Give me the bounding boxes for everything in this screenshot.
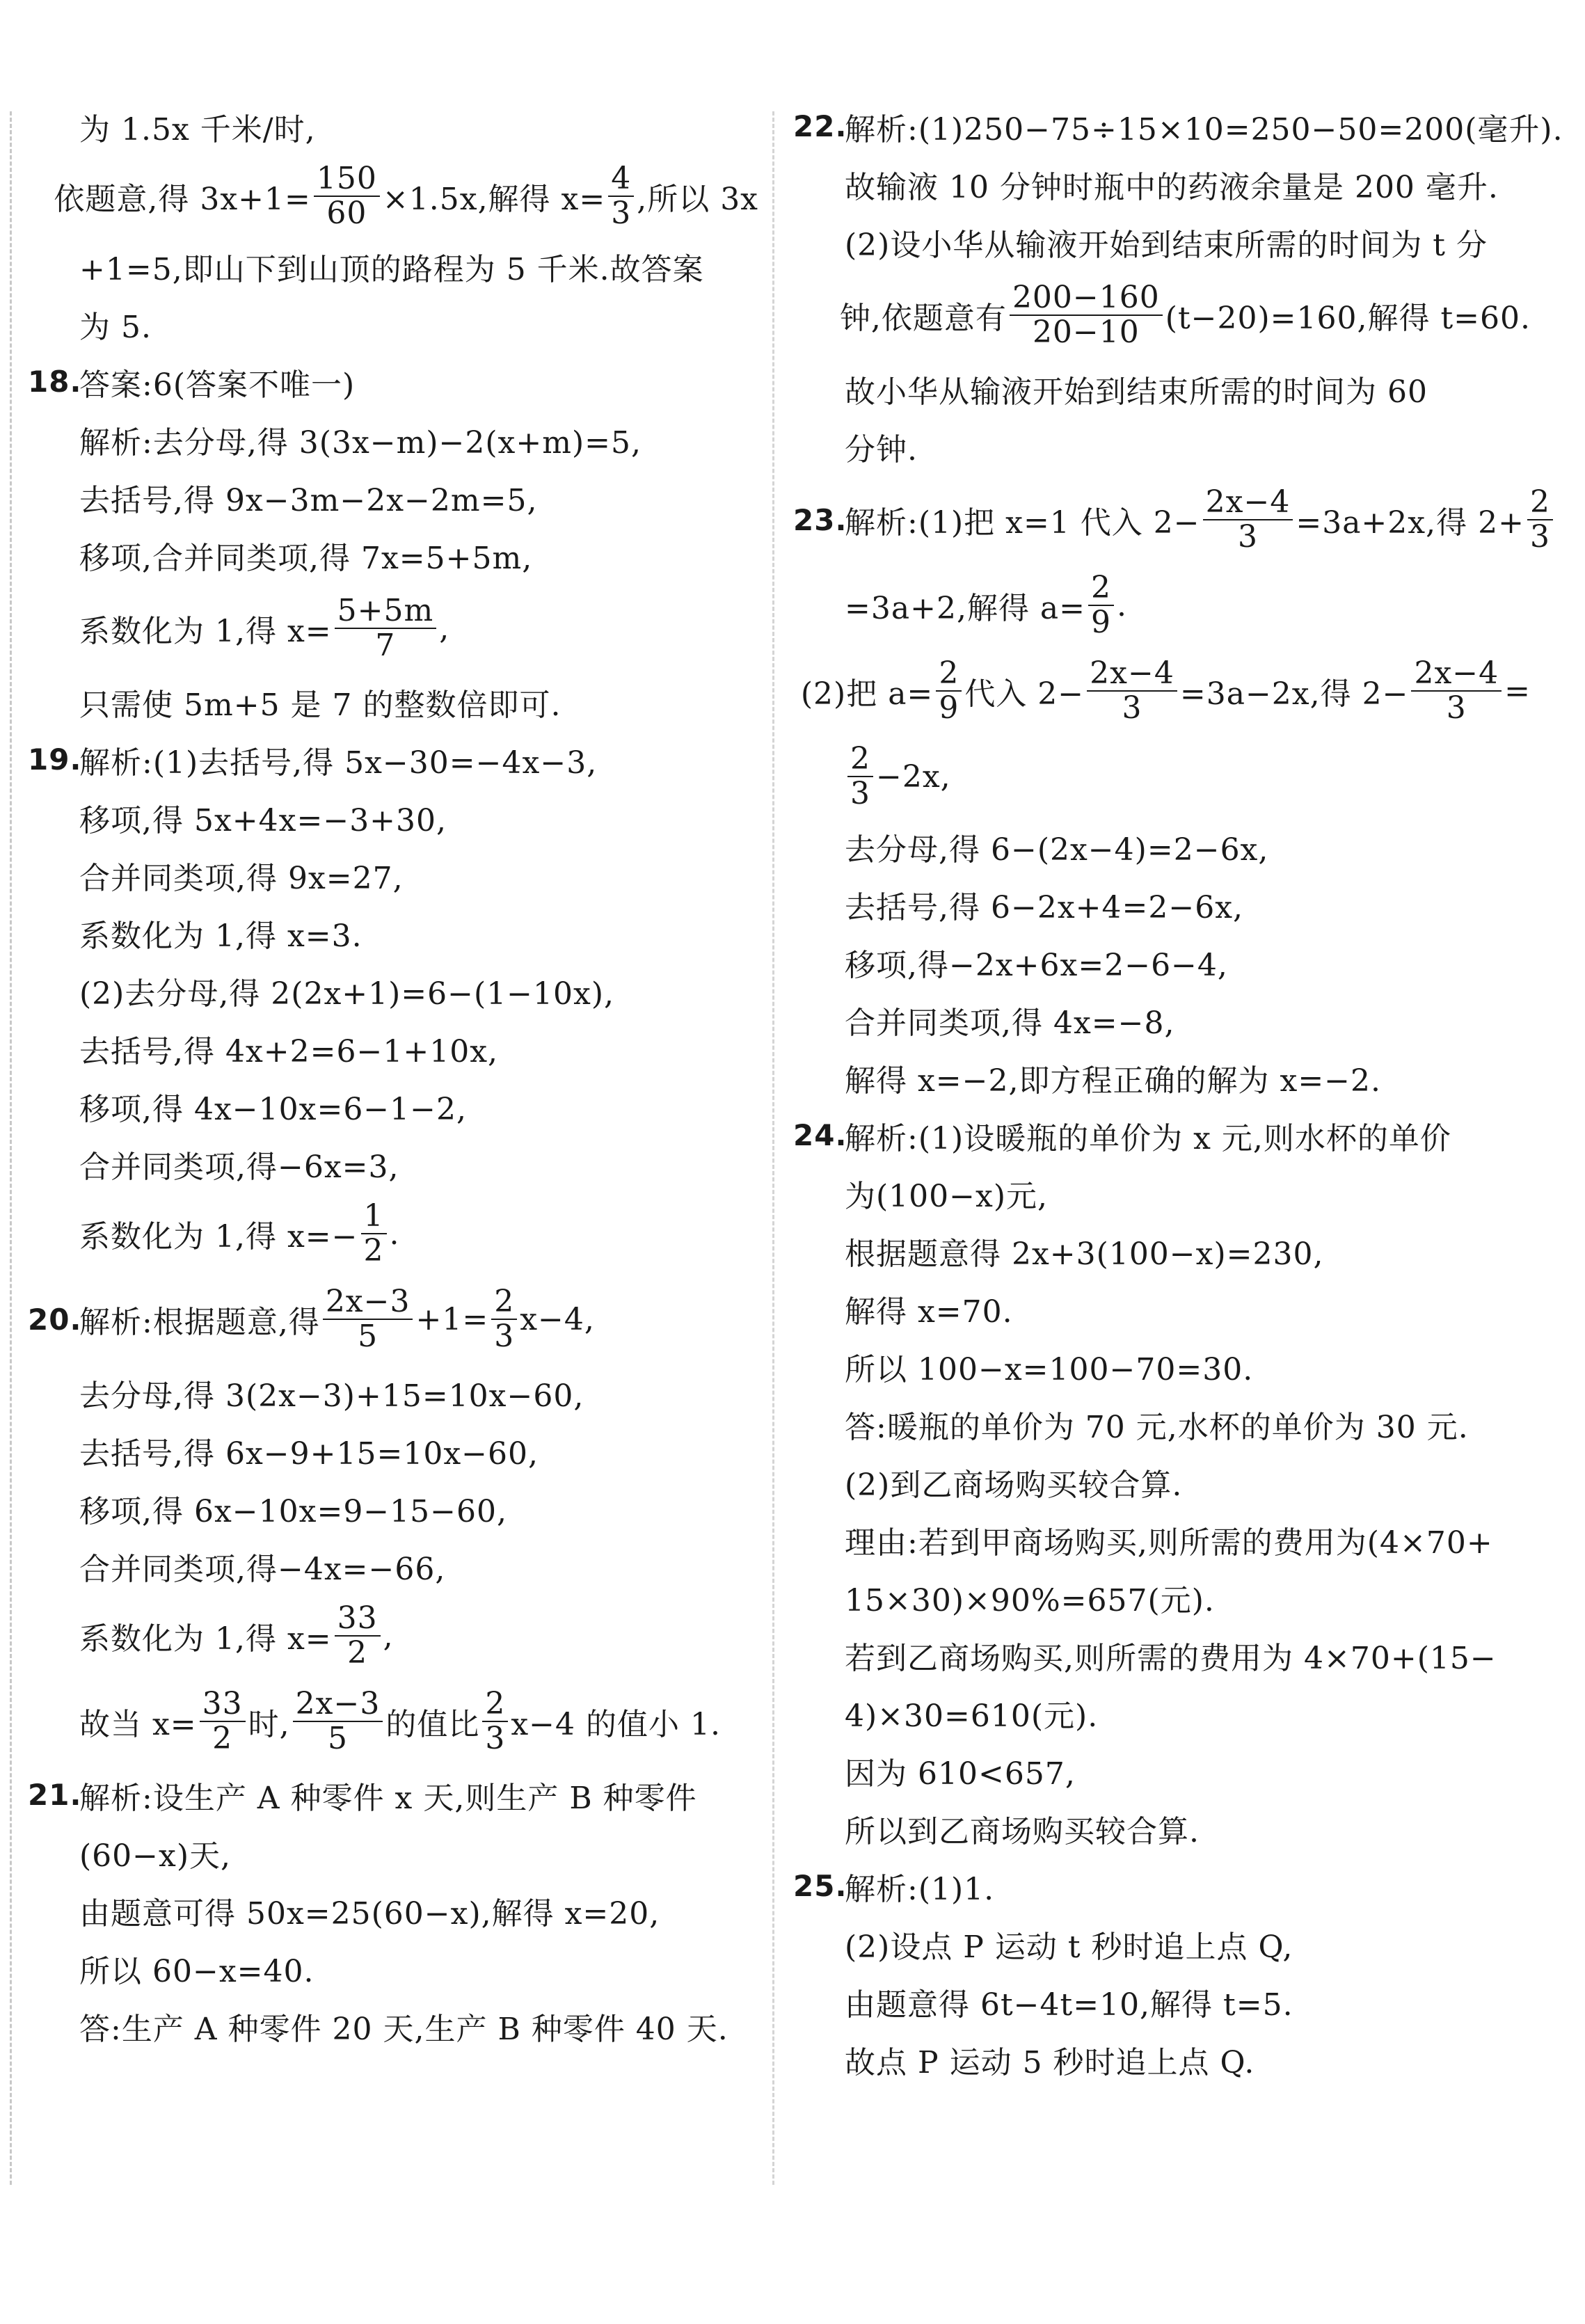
text-segment: (2)把 a=	[800, 676, 934, 712]
numerator: 2x−4	[1411, 657, 1502, 692]
text-line	[28, 1997, 758, 2055]
fraction	[314, 162, 380, 230]
line-text: 移项,得 6x−10x=9−15−60,	[79, 1493, 508, 1529]
fraction	[1203, 486, 1293, 553]
text-line	[28, 731, 758, 788]
text-line	[793, 1684, 1531, 1742]
question-number: 23.	[793, 502, 847, 537]
text-line	[793, 991, 1531, 1049]
numerator: 1	[361, 1200, 387, 1234]
denominator: 3	[1529, 519, 1550, 555]
line-text: 移项,得 5x+4x=−3+30,	[79, 802, 447, 838]
line-text: 解得 x=70.	[845, 1294, 1013, 1330]
text-segment: ,	[383, 1618, 394, 1654]
fraction	[335, 1602, 381, 1669]
line-text: 去括号,得 6−2x+4=2−6x,	[845, 889, 1244, 925]
numerator: 2	[847, 742, 873, 777]
fraction	[1411, 657, 1502, 724]
line-text: 由题意得 6t−4t=10,解得 t=5.	[845, 1987, 1293, 2023]
line-text: (2)到乙商场购买较合算.	[845, 1467, 1183, 1503]
line-text: 由题意可得 50x=25(60−x),解得 x=20,	[79, 1895, 660, 1932]
text-line	[28, 526, 758, 584]
line-text: 移项,得 4x−10x=6−1−2,	[79, 1091, 468, 1127]
numerator: 4	[608, 162, 634, 197]
fraction	[323, 1285, 413, 1353]
text-line	[793, 2030, 1531, 2088]
text-segment: ,	[439, 610, 450, 646]
question-number: 21.	[28, 1778, 82, 1812]
text-line	[793, 1626, 1531, 1684]
denominator: 3	[1446, 690, 1467, 726]
line-text: 解得 x=−2,即方程正确的解为 x=−2.	[845, 1062, 1382, 1099]
text-line	[28, 237, 758, 295]
line-text: 为(100−x)元,	[845, 1178, 1048, 1214]
line-text: 理由:若到甲商场购买,则所需的费用为(4×70+	[845, 1525, 1493, 1561]
question-number: 19.	[28, 742, 82, 777]
denominator: 60	[326, 196, 367, 231]
fraction	[335, 594, 437, 662]
text-line	[793, 155, 1531, 213]
denominator: 2	[363, 1233, 384, 1268]
denominator: 7	[375, 628, 396, 663]
text-line	[793, 1568, 1531, 1626]
text-line	[793, 97, 1563, 155]
text-line	[793, 1742, 1531, 1799]
text-segment: ,所以 3x	[637, 182, 758, 217]
text-line	[793, 1453, 1531, 1511]
line-text: 所以 60−x=40.	[79, 1953, 314, 1989]
text-line	[28, 1422, 758, 1479]
text-line	[793, 475, 1550, 564]
line-text: 因为 610<657,	[845, 1756, 1076, 1792]
numerator: 2x−3	[293, 1687, 383, 1722]
text-line	[793, 564, 1531, 646]
line-text: 解析:去分母,得 3(3x−m)−2(x+m)=5,	[79, 424, 642, 461]
text-segment: 系数化为 1,得 x=−	[79, 1219, 358, 1255]
text-line	[28, 904, 758, 962]
line-text: (2)去分母,得 2(2x+1)=6−(1−10x),	[79, 976, 615, 1012]
text-line	[28, 1135, 758, 1193]
text-line	[793, 646, 1531, 735]
text-segment: 系数化为 1,得 x=	[79, 1621, 332, 1657]
text-line	[793, 1799, 1531, 1857]
denominator: 20−10	[1032, 315, 1140, 350]
text-line	[793, 1857, 1531, 1915]
text-line	[28, 1881, 758, 1939]
text-segment: 解析:(1)把 x=1 代入 2−	[845, 505, 1200, 541]
text-line	[28, 1537, 758, 1595]
denominator: 9	[1091, 605, 1112, 640]
text-segment: 系数化为 1,得 x=	[79, 614, 332, 649]
fraction	[200, 1687, 246, 1755]
text-line	[28, 1019, 758, 1077]
line-text: 解析:(1)250−75÷15×10=250−50=200(毫升).	[845, 111, 1563, 148]
fraction	[1527, 486, 1553, 553]
text-line	[28, 1595, 758, 1677]
binding-dashed-line	[10, 111, 12, 2185]
denominator: 3	[1237, 519, 1258, 555]
line-text: 解析:(1)1.	[845, 1871, 995, 1907]
fraction	[608, 162, 634, 230]
denominator: 9	[939, 690, 959, 726]
text-segment: +1=	[415, 1301, 489, 1337]
line-text: 合并同类项,得−4x=−66,	[79, 1551, 446, 1587]
fraction	[293, 1687, 383, 1755]
denominator: 2	[347, 1635, 368, 1671]
line-text: 移项,得−2x+6x=2−6−4,	[845, 947, 1228, 983]
text-line	[793, 1106, 1531, 1164]
text-line	[28, 97, 758, 155]
fraction	[1087, 657, 1177, 724]
numerator: 2	[491, 1285, 517, 1320]
text-segment: 解析:根据题意,得	[79, 1305, 320, 1340]
line-text: 合并同类项,得 9x=27,	[79, 860, 404, 896]
fraction	[482, 1687, 508, 1755]
text-line	[28, 155, 758, 237]
text-line	[793, 1973, 1531, 2030]
line-text: 答:暖瓶的单价为 70 元,水杯的单价为 30 元.	[845, 1409, 1469, 1445]
line-text: 去分母,得 6−(2x−4)=2−6x,	[845, 831, 1269, 868]
line-text: 去括号,得 4x+2=6−1+10x,	[79, 1033, 499, 1069]
line-text: 为 5.	[79, 309, 152, 345]
text-line	[793, 875, 1531, 933]
text-line	[793, 1337, 1531, 1395]
denominator: 2	[212, 1721, 233, 1756]
text-line	[793, 818, 1531, 875]
text-line	[28, 468, 758, 526]
text-segment: .	[1117, 587, 1128, 623]
numerator: 2x−4	[1203, 486, 1293, 520]
line-text: (60−x)天,	[79, 1838, 231, 1874]
question-number: 22.	[793, 109, 847, 143]
fraction	[936, 657, 962, 724]
line-text: 故输液 10 分钟时瓶中的药液余量是 200 毫升.	[845, 169, 1499, 205]
text-line	[793, 1164, 1531, 1222]
line-text: 系数化为 1,得 x=3.	[79, 918, 363, 954]
line-text: 移项,合并同类项,得 7x=5+5m,	[79, 540, 533, 576]
text-line	[793, 271, 1531, 360]
line-text: 答案:6(答案不唯一)	[79, 367, 356, 403]
text-line	[28, 1677, 758, 1766]
text-segment: =3a+2x,得 2+	[1296, 505, 1524, 541]
question-number: 25.	[793, 1869, 847, 1903]
text-line	[28, 673, 758, 731]
fraction	[361, 1200, 387, 1267]
denominator: 5	[358, 1319, 379, 1354]
line-text: 去分母,得 3(2x−3)+15=10x−60,	[79, 1378, 584, 1414]
denominator: 3	[485, 1721, 506, 1756]
line-text: 15×30)×90%=657(元).	[845, 1582, 1215, 1618]
text-line	[28, 1766, 758, 1824]
text-line	[793, 1222, 1531, 1280]
fraction	[847, 742, 873, 810]
numerator: 2	[936, 657, 962, 692]
text-line	[793, 1915, 1531, 1973]
line-text: 合并同类项,得 4x=−8,	[845, 1005, 1175, 1041]
denominator: 5	[328, 1721, 348, 1756]
numerator: 200−160	[1010, 281, 1163, 316]
text-segment: 依题意,得 3x+1=	[54, 182, 311, 217]
question-number: 20.	[28, 1302, 82, 1337]
line-text: 答:生产 A 种零件 20 天,生产 B 种零件 40 天.	[79, 2011, 728, 2047]
denominator: 3	[494, 1319, 515, 1354]
numerator: 2	[1527, 486, 1553, 520]
text-segment: 代入 2−	[964, 676, 1085, 712]
line-text: 故点 P 运动 5 秒时追上点 Q.	[845, 2044, 1255, 2080]
numerator: 150	[314, 162, 380, 197]
line-text: (2)设点 P 运动 t 秒时追上点 Q,	[845, 1929, 1293, 1965]
text-line	[28, 1275, 758, 1364]
text-line	[793, 417, 1531, 475]
text-line	[28, 411, 758, 468]
text-segment: 的值比	[385, 1707, 480, 1742]
text-line	[793, 213, 1531, 271]
text-segment: 时,	[248, 1707, 290, 1742]
text-segment: =	[1504, 673, 1531, 709]
fraction	[1010, 281, 1163, 349]
text-line	[28, 1364, 758, 1422]
line-text: 解析:设生产 A 种零件 x 天,则生产 B 种零件	[79, 1780, 697, 1816]
line-text: 为 1.5x 千米/时,	[79, 111, 316, 148]
text-line	[28, 1939, 758, 1997]
text-line	[793, 1280, 1531, 1337]
denominator: 3	[1122, 690, 1142, 726]
column-divider	[772, 111, 774, 2185]
text-line	[28, 353, 758, 411]
text-line	[793, 933, 1531, 991]
text-line	[28, 295, 758, 353]
denominator: 3	[850, 776, 870, 811]
numerator: 33	[200, 1687, 246, 1722]
numerator: 33	[335, 1602, 381, 1637]
text-line	[28, 584, 758, 673]
text-line	[793, 1511, 1531, 1568]
fraction	[1088, 571, 1114, 639]
right-column	[793, 97, 1563, 2088]
line-text: 去括号,得 9x−3m−2x−2m=5,	[79, 482, 538, 518]
text-segment: (t−20)=160,解得 t=60.	[1165, 301, 1531, 336]
numerator: 2	[1088, 571, 1114, 606]
text-segment: .	[389, 1216, 400, 1252]
denominator: 3	[611, 196, 632, 231]
line-text: 只需使 5m+5 是 7 的整数倍即可.	[79, 687, 561, 723]
numerator: 2x−4	[1087, 657, 1177, 692]
question-number: 24.	[793, 1118, 847, 1152]
text-segment: ×1.5x,解得 x=	[382, 182, 606, 217]
text-segment: =3a+2,解得 a=	[845, 591, 1086, 626]
text-segment: 钟,依题意有	[839, 301, 1007, 336]
line-text: 根据题意得 2x+3(100−x)=230,	[845, 1236, 1324, 1272]
line-text: 所以 100−x=100−70=30.	[845, 1351, 1254, 1387]
fraction	[491, 1285, 517, 1353]
text-segment: =3a−2x,得 2−	[1179, 676, 1409, 712]
left-column	[28, 97, 758, 2055]
line-text: 所以到乙商场购买较合算.	[845, 1813, 1200, 1849]
line-text: 若到乙商场购买,则所需的费用为 4×70+(15−	[845, 1640, 1497, 1676]
line-text: 分钟.	[845, 431, 918, 468]
line-text: (2)设小华从输液开始到结束所需的时间为 t 分	[845, 227, 1488, 263]
numerator: 2x−3	[323, 1285, 413, 1320]
text-line	[28, 1824, 758, 1881]
text-line	[793, 735, 1531, 818]
text-line	[793, 1049, 1531, 1106]
text-line	[28, 846, 758, 904]
line-text: 故小华从输液开始到结束所需的时间为 60	[845, 374, 1428, 410]
question-number: 18.	[28, 365, 82, 399]
line-text: 解析:(1)去括号,得 5x−30=−4x−3,	[79, 745, 598, 781]
text-line	[28, 1193, 758, 1275]
line-text: 合并同类项,得−6x=3,	[79, 1149, 399, 1185]
numerator: 2	[482, 1687, 508, 1722]
text-line	[28, 962, 758, 1019]
text-line	[28, 1077, 758, 1135]
numerator: 5+5m	[335, 594, 437, 629]
text-segment: x−4,	[520, 1301, 595, 1337]
text-segment: −2x,	[876, 758, 951, 795]
text-line	[28, 788, 758, 846]
line-text: 4)×30=610(元).	[845, 1698, 1099, 1734]
line-text: 解析:(1)设暖瓶的单价为 x 元,则水杯的单价	[845, 1120, 1451, 1156]
text-line	[28, 1479, 758, 1537]
text-segment: x−4 的值小 1.	[511, 1707, 721, 1742]
line-text: +1=5,即山下到山顶的路程为 5 千米.故答案	[79, 251, 704, 287]
text-segment: 故当 x=	[79, 1707, 197, 1742]
text-line	[793, 1395, 1531, 1453]
line-text: 去括号,得 6x−9+15=10x−60,	[79, 1435, 539, 1472]
text-line	[793, 360, 1531, 417]
